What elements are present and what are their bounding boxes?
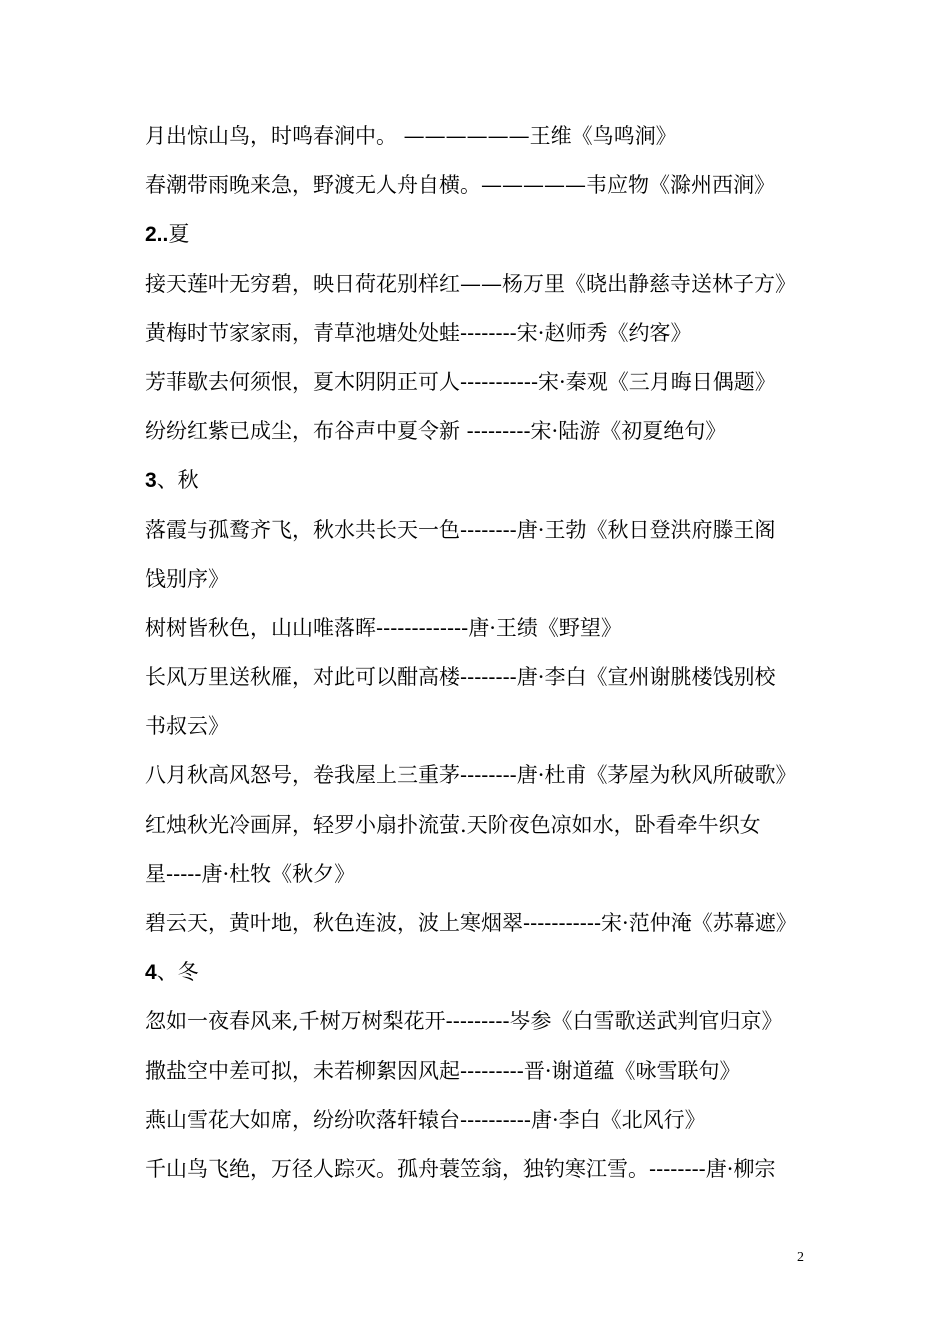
page-number: 2 xyxy=(797,1250,804,1265)
poem-list xyxy=(145,112,815,1194)
text-line: 八月秋高风怒号，卷我屋上三重茅--------唐·杜甫《茅屋为秋风所破歌》 xyxy=(145,763,797,788)
text-line: 接天莲叶无穷碧，映日荷花别样红——杨万里《晓出静慈寺送林子方》 xyxy=(145,271,796,296)
section-heading-summer xyxy=(145,210,815,259)
text-line: 月出惊山鸟，时鸣春涧中。 ——————王维《鸟鸣涧》 xyxy=(145,124,677,148)
text-line: 撒盐空中差可拟，未若柳絮因风起---------晋·谢道蕴《咏雪联句》 xyxy=(145,1058,741,1083)
text-line: 千山鸟飞绝，万径人踪灭。孤舟蓑笠翁，独钓寒江雪。--------唐·柳宗 xyxy=(145,1156,776,1181)
text-line: 书叔云》 xyxy=(145,714,229,739)
text-line: 树树皆秋色，山山唯落晖-------------唐·王绩《野望》 xyxy=(145,615,622,640)
text-line: 黄梅时节家家雨，青草池塘处处蛙--------宋·赵师秀《约客》 xyxy=(145,320,692,345)
section-label: 夏 xyxy=(168,222,190,247)
section-heading-autumn xyxy=(145,456,815,505)
text-line: 燕山雪花大如席，纷纷吹落轩辕台----------唐·李白《北风行》 xyxy=(145,1107,706,1132)
text-line: 落霞与孤鹜齐飞，秋水共长天一色--------唐·王勃《秋日登洪府滕王阁 xyxy=(145,517,776,542)
text-line: 纷纷红紫已成尘，布谷声中夏令新 ---------宋·陆游《初夏绝句》 xyxy=(145,419,727,444)
text-line: 星-----唐·杜牧《秋夕》 xyxy=(145,861,356,886)
text-line: 饯别序》 xyxy=(145,566,229,591)
section-label: 、秋 xyxy=(156,468,199,493)
text-line: 芳菲歇去何须恨，夏木阴阴正可人-----------宋·秦观《三月晦日偶题》 xyxy=(145,369,776,394)
section-number: 4 xyxy=(145,961,157,985)
section-heading-winter xyxy=(145,948,815,997)
text-line: 红烛秋光冷画屏，轻罗小扇扑流萤.天阶夜色凉如水，卧看牵牛织女 xyxy=(145,812,761,837)
section-label: 、冬 xyxy=(156,960,199,985)
text-line: 春潮带雨晚来急，野渡无人舟自横。—————韦应物《滁州西涧》 xyxy=(145,173,775,198)
text-line: 忽如一夜春风来,千树万树梨花开---------岑参《白雪歌送武判官归京》 xyxy=(145,1009,783,1034)
section-number: 3 xyxy=(145,469,157,493)
section-number: 2.. xyxy=(145,223,169,247)
text-line: 碧云天，黄叶地，秋色连波，波上寒烟翠-----------宋·范仲淹《苏幕遮》 xyxy=(145,911,797,935)
text-line: 长风万里送秋雁，对此可以酣高楼--------唐·李白《宣州谢朓楼饯别校 xyxy=(145,665,776,690)
